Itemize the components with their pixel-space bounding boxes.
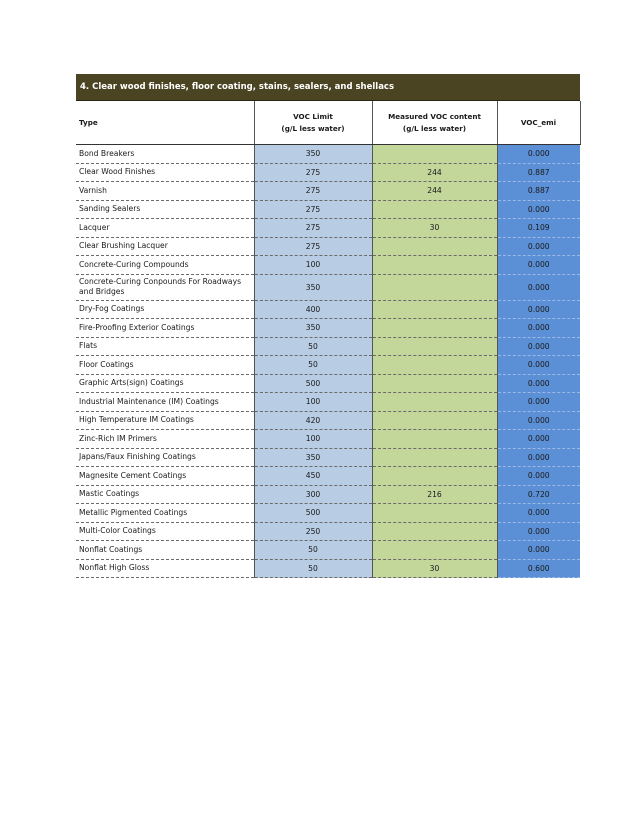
measured-cell: 30 — [372, 559, 497, 578]
voc-emi-cell: 0.000 — [497, 274, 580, 300]
header-voc-emi: VOC_emi — [497, 101, 580, 145]
header-voc-limit — [254, 101, 372, 145]
header-row — [76, 101, 580, 145]
table-row — [76, 200, 580, 219]
type-cell: Varnish — [76, 182, 254, 201]
type-cell: Flats — [76, 337, 254, 356]
voc-limit-cell: 420 — [254, 411, 372, 430]
type-cell: Zinc-Rich IM Primers — [76, 430, 254, 449]
table-row — [76, 163, 580, 182]
type-cell: Mastic Coatings — [76, 485, 254, 504]
table-row — [76, 182, 580, 201]
voc-limit-cell: 100 — [254, 256, 372, 275]
voc-limit-cell: 50 — [254, 337, 372, 356]
voc-table — [76, 101, 581, 578]
voc-limit-cell: 100 — [254, 393, 372, 412]
table-row — [76, 559, 580, 578]
voc-limit-cell: 250 — [254, 522, 372, 541]
header-voc-limit-line1: VOC Limit — [293, 111, 333, 121]
voc-limit-cell: 275 — [254, 163, 372, 182]
voc-sheet — [76, 74, 580, 578]
measured-cell — [372, 448, 497, 467]
table-row — [76, 393, 580, 412]
type-cell: Clear Brushing Lacquer — [76, 237, 254, 256]
voc-emi-cell: 0.600 — [497, 559, 580, 578]
measured-cell: 244 — [372, 163, 497, 182]
measured-cell — [372, 200, 497, 219]
table-row — [76, 237, 580, 256]
table-row — [76, 337, 580, 356]
voc-emi-cell: 0.000 — [497, 504, 580, 523]
type-cell: Floor Coatings — [76, 356, 254, 375]
header-measured — [372, 101, 497, 145]
type-cell: High Temperature IM Coatings — [76, 411, 254, 430]
table-row — [76, 448, 580, 467]
type-cell: Multi-Color Coatings — [76, 522, 254, 541]
measured-cell — [372, 541, 497, 560]
table-row — [76, 467, 580, 486]
voc-limit-cell: 350 — [254, 448, 372, 467]
measured-cell — [372, 256, 497, 275]
voc-limit-cell: 300 — [254, 485, 372, 504]
voc-limit-cell: 400 — [254, 300, 372, 319]
voc-limit-cell: 50 — [254, 356, 372, 375]
voc-limit-cell: 275 — [254, 219, 372, 238]
table-row — [76, 374, 580, 393]
table-row — [76, 485, 580, 504]
type-cell: Bond Breakers — [76, 145, 254, 164]
measured-cell — [372, 356, 497, 375]
voc-emi-cell: 0.000 — [497, 256, 580, 275]
voc-emi-cell: 0.887 — [497, 182, 580, 201]
voc-emi-cell: 0.000 — [497, 374, 580, 393]
measured-cell — [372, 337, 497, 356]
voc-limit-cell: 275 — [254, 237, 372, 256]
type-cell: Concrete-Curing Compounds — [76, 256, 254, 275]
type-cell: Sanding Sealers — [76, 200, 254, 219]
measured-cell — [372, 274, 497, 300]
table-body — [76, 145, 580, 578]
type-cell: Lacquer — [76, 219, 254, 238]
type-cell: Metallic Pigmented Coatings — [76, 504, 254, 523]
measured-cell — [372, 393, 497, 412]
voc-emi-cell: 0.000 — [497, 337, 580, 356]
table-row — [76, 300, 580, 319]
voc-emi-cell: 0.000 — [497, 541, 580, 560]
type-cell: Graphic Arts(sign) Coatings — [76, 374, 254, 393]
voc-emi-cell: 0.000 — [497, 200, 580, 219]
table-row — [76, 541, 580, 560]
type-cell: Japans/Faux Finishing Coatings — [76, 448, 254, 467]
voc-emi-cell: 0.000 — [497, 319, 580, 338]
type-cell: Dry-Fog Coatings — [76, 300, 254, 319]
voc-emi-cell: 0.000 — [497, 300, 580, 319]
table-row — [76, 430, 580, 449]
table-row — [76, 522, 580, 541]
header-measured-line1: Measured VOC content — [388, 111, 481, 121]
voc-emi-cell: 0.000 — [497, 448, 580, 467]
type-cell: Concrete-Curing Conpounds For Roadways and Bridges — [76, 274, 254, 300]
voc-emi-cell: 0.000 — [497, 237, 580, 256]
voc-emi-cell: 0.000 — [497, 430, 580, 449]
voc-limit-cell: 50 — [254, 559, 372, 578]
voc-limit-cell: 275 — [254, 182, 372, 201]
voc-limit-cell: 500 — [254, 504, 372, 523]
measured-cell — [372, 237, 497, 256]
table-row — [76, 145, 580, 164]
measured-cell — [372, 374, 497, 393]
table-row — [76, 219, 580, 238]
section-title: 4. Clear wood finishes, floor coating, stains, sealers, and shellacs — [76, 74, 580, 101]
voc-emi-cell: 0.000 — [497, 393, 580, 412]
voc-limit-cell: 100 — [254, 430, 372, 449]
table-row — [76, 356, 580, 375]
type-cell: Magnesite Cement Coatings — [76, 467, 254, 486]
voc-emi-cell: 0.000 — [497, 411, 580, 430]
header-type: Type — [76, 101, 254, 145]
type-cell: Industrial Maintenance (IM) Coatings — [76, 393, 254, 412]
voc-limit-cell: 500 — [254, 374, 372, 393]
measured-cell — [372, 467, 497, 486]
voc-emi-cell: 0.109 — [497, 219, 580, 238]
measured-cell: 30 — [372, 219, 497, 238]
measured-cell: 244 — [372, 182, 497, 201]
voc-emi-cell: 0.000 — [497, 356, 580, 375]
type-cell: Clear Wood Finishes — [76, 163, 254, 182]
table-row — [76, 274, 580, 300]
voc-emi-cell: 0.000 — [497, 522, 580, 541]
voc-emi-cell: 0.000 — [497, 145, 580, 164]
table-row — [76, 319, 580, 338]
voc-limit-cell: 350 — [254, 274, 372, 300]
measured-cell — [372, 411, 497, 430]
measured-cell — [372, 430, 497, 449]
type-cell: Nonflat Coatings — [76, 541, 254, 560]
header-voc-limit-line2: (g/L less water) — [281, 123, 345, 133]
type-cell: Fire-Proofing Exterior Coatings — [76, 319, 254, 338]
voc-emi-cell: 0.887 — [497, 163, 580, 182]
voc-limit-cell: 350 — [254, 319, 372, 338]
voc-emi-cell: 0.000 — [497, 467, 580, 486]
measured-cell — [372, 145, 497, 164]
voc-limit-cell: 350 — [254, 145, 372, 164]
table-row — [76, 411, 580, 430]
measured-cell — [372, 522, 497, 541]
measured-cell: 216 — [372, 485, 497, 504]
voc-limit-cell: 275 — [254, 200, 372, 219]
table-row — [76, 256, 580, 275]
voc-emi-cell: 0.720 — [497, 485, 580, 504]
measured-cell — [372, 319, 497, 338]
voc-limit-cell: 450 — [254, 467, 372, 486]
header-measured-line2: (g/L less water) — [402, 123, 467, 133]
voc-limit-cell: 50 — [254, 541, 372, 560]
table-row — [76, 504, 580, 523]
measured-cell — [372, 300, 497, 319]
type-cell: Nonflat High Gloss — [76, 559, 254, 578]
measured-cell — [372, 504, 497, 523]
